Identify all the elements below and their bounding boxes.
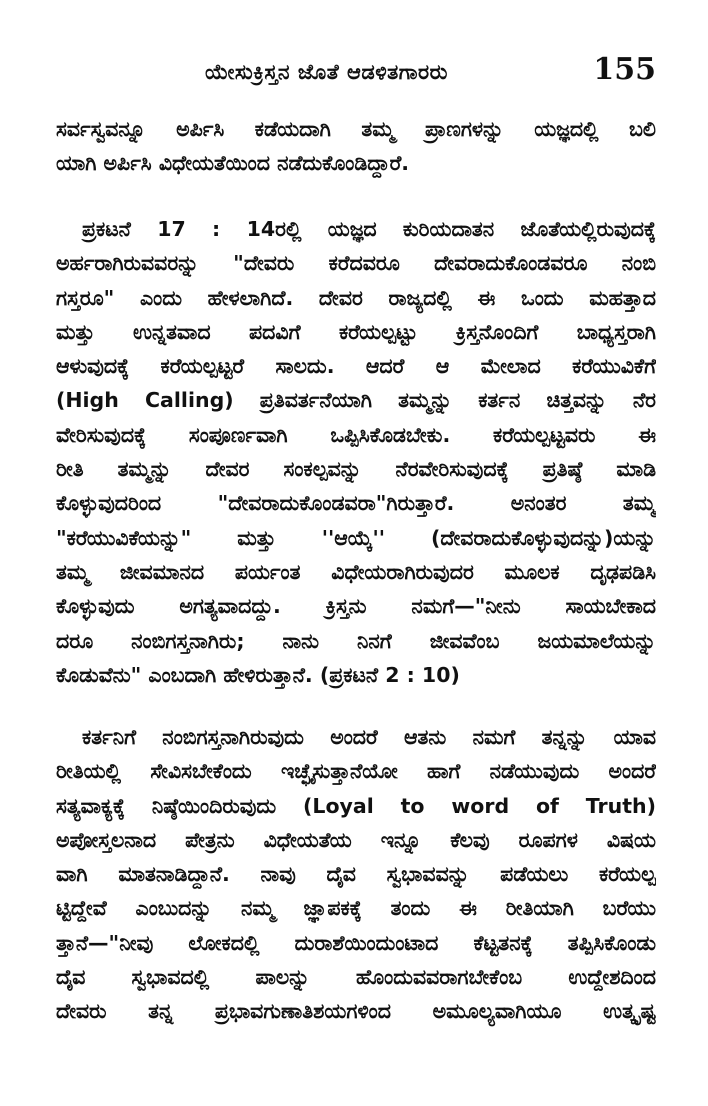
paragraph-1 [56, 112, 656, 181]
text-line: ದೈವ ಸ್ವಭಾವದಲ್ಲಿ ಪಾಲನ್ನು ಹೊಂದುವವರಾಗಬೇಕೆಂಬ ಉದ್ದೇಶದಿಂದ [56, 965, 656, 990]
text-line: ದರೂ ನಂಬಿಗಸ್ತನಾಗಿರು; ನಾನು ನಿನಗೆ ಜೀವವೆಂಬ ಜಯಮಾಲೆಯನ್ನು [56, 628, 656, 653]
text-line: ಕೊಳ್ಳುವುದು ಅಗತ್ಯವಾದದ್ದು. ಕ್ರಿಸ್ತನು ನಮಗೆ—"ನೀನು ಸಾಯಬೇಕಾದ [56, 594, 656, 619]
text-line: ಪ್ರಕಟನೆ 17 : 14ರಲ್ಲಿ ಯಜ್ಞದ ಕುರಿಯದಾತನ ಜೊತೆಯಲ್ಲಿರುವುದಕ್ಕೆ [82, 217, 656, 241]
text-line: (High Calling) ಪ್ರತಿವರ್ತನೆಯಾಗಿ ತಮ್ಮನ್ನು ಕರ್ತನ ಚಿತ್ತವನ್ನು ನೆರ [56, 388, 656, 413]
text-line: "ಕರೆಯುವಿಕೆಯನ್ನು" ಮತ್ತು ''ಆಯ್ಕೆ'' (ದೇವರಾದುಕೊಳ್ಳುವುದನ್ನು)ಯನ್ನು [56, 525, 656, 550]
text-line: ಅರ್ಹರಾಗಿರುವವರನ್ನು "ದೇವರು ಕರೆದವರೂ ದೇವರಾದುಕೊಂಡವರೂ ನಂಬಿ [56, 251, 656, 276]
page-number: 155 [593, 52, 656, 87]
paragraph-3 [56, 720, 656, 1029]
text-line: ರೀತಿಯಲ್ಲಿ ಸೇವಿಸಬೇಕೆಂದು ಇಚ್ಛೈಸುತ್ತಾನೆಯೋ ಹಾಗೆ ನಡೆಯುವುದು ಅಂದರೆ [56, 759, 656, 784]
page-header [0, 52, 708, 102]
running-title: ಯೇಸುಕ್ರಿಸ್ತನ ಜೊತೆ ಆಡಳಿತಗಾರರು [205, 60, 448, 84]
text-line: ತಮ್ಮ ಜೀವಮಾನದ ಪರ್ಯಂತ ವಿಧೇಯರಾಗಿರುವುದರ ಮೂಲಕ ದೃಢಪಡಿಸಿ [56, 559, 656, 584]
text-line: ಯಾಗಿ ಅರ್ಪಿಸಿ ವಿಧೇಯತೆಯಿಂದ ನಡೆದುಕೊಂಡಿದ್ದಾರೆ. [56, 151, 410, 176]
text-line: ಟ್ಟಿದ್ದೇವೆ ಎಂಬುದನ್ನು ನಮ್ಮ ಜ್ಞಾಪಕಕ್ಕೆ ತಂದು ಈ ರೀತಿಯಾಗಿ ಬರೆಯು [56, 896, 656, 921]
text-line: ದೇವರು ತನ್ನ ಪ್ರಭಾವಗುಣಾತಿಶಯಗಳಿಂದ ಅಮೂಲ್ಯವಾಗಿಯೂ ಉತ್ಕೃಷ್ಟ [56, 999, 656, 1024]
text-line: ಸರ್ವಸ್ವವನ್ನೂ ಅರ್ಪಿಸಿ ಕಡೆಯದಾಗಿ ತಮ್ಮ ಪ್ರಾಣಗಳನ್ನು ಯಜ್ಞದಲ್ಲಿ ಬಲಿ [56, 117, 656, 141]
text-line: ವೇರಿಸುವುದಕ್ಕೆ ಸಂಪೂರ್ಣವಾಗಿ ಒಪ್ಪಿಸಿಕೊಡಬೇಕು. ಕರೆಯಲ್ಪಟ್ಟವರು ಈ [56, 422, 656, 447]
text-line: ಅಪೋಸ್ತಲನಾದ ಪೇತ್ರನು ವಿಧೇಯತೆಯ ಇನ್ನೂ ಕೆಲವು ರೂಪಗಳ ವಿಷಯ [56, 827, 656, 852]
text-line: ತ್ತಾನೆ—"ನೀವು ಲೋಕದಲ್ಲಿ ದುರಾಶೆಯಿಂದುಂಟಾದ ಕೆಟ್ಟತನಕ್ಕೆ ತಪ್ಪಿಸಿಕೊಂಡು [56, 930, 656, 955]
text-line: ಕೊಡುವೆನು" ಎಂಬದಾಗಿ ಹೇಳಿರುತ್ತಾನೆ. (ಪ್ರಕಟನೆ 2 : 10) [56, 662, 460, 687]
text-line: ವಾಗಿ ಮಾತನಾಡಿದ್ದಾನೆ. ನಾವು ದೈವ ಸ್ವಭಾವವನ್ನು ಪಡೆಯಲು ಕರೆಯಲ್ಪ [56, 862, 656, 887]
text-line: ರೀತಿ ತಮ್ಮನ್ನು ದೇವರ ಸಂಕಲ್ಪವನ್ನು ನೆರವೇರಿಸುವುದಕ್ಕೆ ಪ್ರತಿಷ್ಠೆ ಮಾಡಿ [56, 457, 656, 482]
text-line: ಸತ್ಯವಾಕ್ಯಕ್ಕೆ ನಿಷ್ಠೆಯಿಂದಿರುವುದು (Loyal to word of Truth) [56, 793, 656, 818]
text-line: ಮತ್ತು ಉನ್ನತವಾದ ಪದವಿಗೆ ಕರೆಯಲ್ಪಟ್ಟು ಕ್ರಿಸ್ತನೊಂದಿಗೆ ಬಾಧ್ಯಸ್ತರಾಗಿ [56, 319, 656, 344]
text-line: ಕೊಳ್ಳುವುದರಿಂದ "ದೇವರಾದುಕೊಂಡವರಾ"ಗಿರುತ್ತಾರೆ. ಅನಂತರ ತಮ್ಮ [56, 491, 656, 516]
paragraph-2 [56, 212, 656, 692]
text-line: ಗಸ್ತರೂ" ಎಂದು ಹೇಳಲಾಗಿದೆ. ದೇವರ ರಾಜ್ಯದಲ್ಲಿ ಈ ಒಂದು ಮಹತ್ತಾದ [56, 285, 656, 310]
text-line: ಆಳುವುದಕ್ಕೆ ಕರೆಯಲ್ಪಟ್ಟರೆ ಸಾಲದು. ಆದರೆ ಆ ಮೇಲಾದ ಕರೆಯುವಿಕೆಗೆ [56, 354, 656, 379]
text-line: ಕರ್ತನಿಗೆ ನಂಬಿಗಸ್ತನಾಗಿರುವುದು ಅಂದರೆ ಆತನು ನಮಗೆ ತನ್ನನ್ನು ಯಾವ [82, 725, 656, 749]
